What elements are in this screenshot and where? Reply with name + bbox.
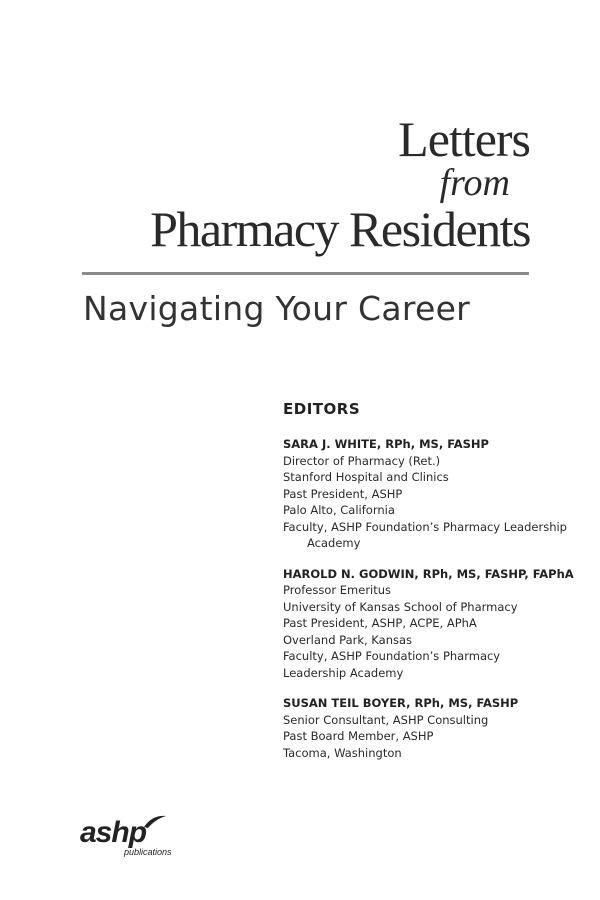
editor-credential-line: Past President, ASHP, ACPE, APhA <box>283 616 477 630</box>
publisher-logo <box>80 818 210 860</box>
editor-entry <box>283 566 583 682</box>
logo-wordmark: ashp <box>80 816 147 849</box>
editor-credential-line: Tacoma, Washington <box>283 745 402 760</box>
editor-name: SARA J. WHITE, RPh, MS, FASHP <box>283 437 489 451</box>
logo-tagline: publications <box>124 847 172 857</box>
title-line-main: Pharmacy Residents <box>150 201 530 257</box>
editor-credential-line: Senior Consultant, ASHP Consulting <box>283 712 489 727</box>
title-divider <box>82 272 529 275</box>
editor-entry <box>283 436 583 552</box>
editors-heading: EDITORS <box>283 400 361 418</box>
editor-credential-line: Palo Alto, California <box>283 503 395 517</box>
title-line-from: from <box>439 162 510 204</box>
editor-credential-line: Professor Emeritus <box>283 583 392 597</box>
editor-credential-line: Overland Park, Kansas <box>283 632 413 647</box>
editor-name: HAROLD N. GODWIN, RPh, MS, FASHP, FAPhA <box>283 566 574 581</box>
editor-credential-line: Past President, ASHP <box>283 486 403 501</box>
editor-credential-line: Stanford Hospital and Clinics <box>283 470 449 484</box>
book-subtitle: Navigating Your Career <box>83 289 471 328</box>
editors-section <box>283 400 583 775</box>
book-title-block <box>0 0 600 345</box>
editor-credential-line: Director of Pharmacy (Ret.) <box>283 453 441 468</box>
editor-credential-line: Leadership Academy <box>283 665 404 680</box>
editor-name: SUSAN TEIL BOYER, RPh, MS, FASHP <box>283 696 519 710</box>
editor-credential-line: University of Kansas School of Pharmacy <box>283 599 518 614</box>
editor-entry <box>283 695 583 761</box>
editor-credential-line: Faculty, ASHP Foundation’s Pharmacy <box>283 649 501 663</box>
title-line-letters: Letters <box>398 111 530 167</box>
editor-credential-line: Academy <box>307 536 361 550</box>
editor-credential-line: Past Board Member, ASHP <box>283 729 434 743</box>
editor-credential-line: Faculty, ASHP Foundation’s Pharmacy Leadership <box>283 519 567 534</box>
